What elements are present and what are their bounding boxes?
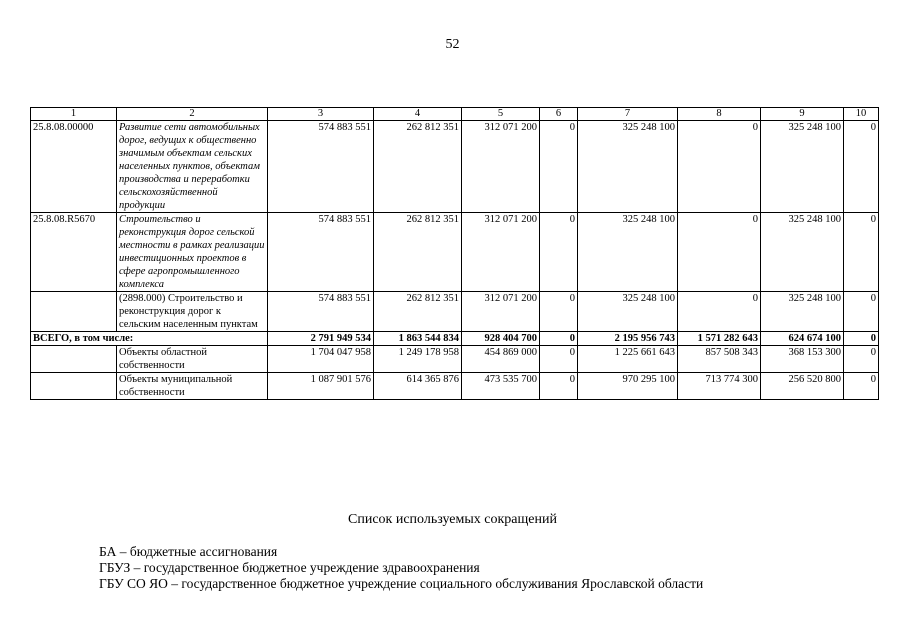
row-value: 1 225 661 643 — [578, 346, 678, 373]
row-value: 312 071 200 — [462, 213, 540, 292]
abbreviation-item: БА – бюджетные ассигнования — [99, 544, 278, 559]
column-header: 3 — [268, 108, 374, 121]
row-value: 0 — [540, 346, 578, 373]
row-code — [31, 292, 117, 332]
row-value: 325 248 100 — [761, 213, 844, 292]
row-value: 325 248 100 — [578, 121, 678, 213]
row-value: 0 — [540, 213, 578, 292]
table-row — [31, 213, 879, 292]
row-value: 325 248 100 — [761, 121, 844, 213]
row-value: 312 071 200 — [462, 121, 540, 213]
row-value: 0 — [844, 346, 879, 373]
abbreviation-item: ГБУЗ – государственное бюджетное учреждение здравоохранения — [99, 560, 480, 575]
total-value: 928 404 700 — [462, 332, 540, 346]
row-value: 0 — [540, 373, 578, 400]
row-name: Объекты муниципальной собственности — [117, 373, 268, 400]
row-value: 0 — [678, 292, 761, 332]
row-value: 574 883 551 — [268, 121, 374, 213]
row-name: Строительство и реконструкция дорог сельской местности в рамках реализации инвестиционных проектов в сфере агропромышленного комплекса — [117, 213, 268, 292]
row-value: 262 812 351 — [374, 213, 462, 292]
column-header: 10 — [844, 108, 879, 121]
row-value: 0 — [844, 292, 879, 332]
row-code — [31, 373, 117, 400]
row-value: 262 812 351 — [374, 292, 462, 332]
column-header: 6 — [540, 108, 578, 121]
row-value: 0 — [678, 213, 761, 292]
row-value: 325 248 100 — [578, 213, 678, 292]
row-value: 614 365 876 — [374, 373, 462, 400]
row-value: 368 153 300 — [761, 346, 844, 373]
total-row — [31, 332, 879, 346]
abbreviations-list — [99, 544, 703, 592]
row-value: 0 — [844, 121, 879, 213]
total-value: 624 674 100 — [761, 332, 844, 346]
total-value: 0 — [540, 332, 578, 346]
column-header: 7 — [578, 108, 678, 121]
column-header: 5 — [462, 108, 540, 121]
row-value: 1 249 178 958 — [374, 346, 462, 373]
table-row — [31, 121, 879, 213]
row-value: 0 — [844, 373, 879, 400]
table-row — [31, 346, 879, 373]
table-row — [31, 292, 879, 332]
row-value: 325 248 100 — [578, 292, 678, 332]
total-value: 2 791 949 534 — [268, 332, 374, 346]
row-value: 0 — [540, 121, 578, 213]
table-row — [31, 373, 879, 400]
page-number: 52 — [445, 37, 460, 52]
column-header: 4 — [374, 108, 462, 121]
row-value: 574 883 551 — [268, 292, 374, 332]
column-header: 9 — [761, 108, 844, 121]
total-value: 1 571 282 643 — [678, 332, 761, 346]
row-value: 1 704 047 958 — [268, 346, 374, 373]
column-header: 2 — [117, 108, 268, 121]
column-header: 8 — [678, 108, 761, 121]
row-value: 713 774 300 — [678, 373, 761, 400]
total-label: ВСЕГО, в том числе: — [31, 332, 268, 346]
total-value: 1 863 544 834 — [374, 332, 462, 346]
row-value: 256 520 800 — [761, 373, 844, 400]
row-value: 0 — [540, 292, 578, 332]
row-value: 473 535 700 — [462, 373, 540, 400]
row-name: Развитие сети автомобильных дорог, ведущих к общественно значимым объектам сельских населенных пунктов, объектам производства и переработки сельскохозяйственной продукции — [117, 121, 268, 213]
row-value: 574 883 551 — [268, 213, 374, 292]
abbreviations-title: Список используемых сокращений — [348, 512, 557, 527]
total-value: 2 195 956 743 — [578, 332, 678, 346]
row-value: 325 248 100 — [761, 292, 844, 332]
row-code — [31, 346, 117, 373]
row-value: 262 812 351 — [374, 121, 462, 213]
total-value: 0 — [844, 332, 879, 346]
row-value: 312 071 200 — [462, 292, 540, 332]
budget-table — [30, 107, 879, 400]
row-name: (2898.000) Строительство и реконструкция дорог к сельским населенным пунктам — [117, 292, 268, 332]
row-code: 25.8.08.00000 — [31, 121, 117, 213]
row-value: 857 508 343 — [678, 346, 761, 373]
column-header: 1 — [31, 108, 117, 121]
row-code: 25.8.08.R5670 — [31, 213, 117, 292]
row-value: 0 — [678, 121, 761, 213]
row-value: 454 869 000 — [462, 346, 540, 373]
abbreviation-item: ГБУ СО ЯО – государственное бюджетное учреждение социального обслуживания Ярославской области — [99, 576, 704, 591]
row-value: 1 087 901 576 — [268, 373, 374, 400]
table-header-row — [31, 108, 879, 121]
row-value: 970 295 100 — [578, 373, 678, 400]
row-value: 0 — [844, 213, 879, 292]
row-name: Объекты областной собственности — [117, 346, 268, 373]
